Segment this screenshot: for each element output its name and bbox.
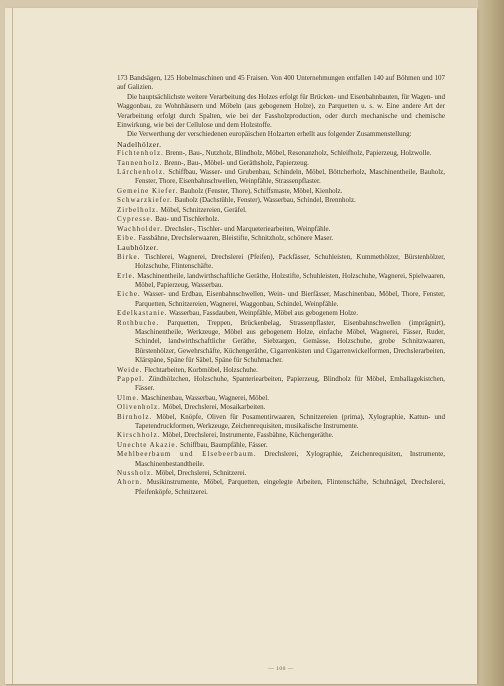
nadelhoelzer-list bbox=[117, 149, 445, 243]
page-number: — 100 — bbox=[268, 666, 294, 672]
wood-entry bbox=[117, 159, 445, 168]
wood-uses: Parquetten, Treppen, Brückenbelag, Strassenpflaster, Eisenbahnschwellen (imprägnirt), Maschinentheile, Werkzeuge, Möbel aus gebogenem Holze, einfache Möbel, Wagnerei, Fässer, Ruder, Schindel, landwirthschaftliche Geräthe, Siebzargen, Gemässe, Holzschuhe, grobe Schnitzwaaren, Bürstenhölzer, Gewehrschäfte, Küchengeräthe, Cigarrenkisten und Cigarrenwickelformen, Drechslerarbeiten, Klärspäne, Späne für Säbel, Späne für Schuhmacher. bbox=[135, 318, 445, 365]
wood-name: Eibe. bbox=[117, 233, 137, 242]
wood-name: Cypresse. bbox=[117, 215, 154, 224]
wood-entry bbox=[117, 375, 445, 394]
section-heading-nadelhoelzer: Nadelhölzer. bbox=[117, 139, 162, 149]
laubhoelzer-list bbox=[117, 253, 445, 498]
wood-uses: Brenn-, Bau-, Nutzholz, Blindholz, Möbel, Resonanzholz, Schleifholz, Papierzeug, Holzwolle. bbox=[163, 149, 432, 158]
intro-paragraph: Die Verwerthung der verschiedenen europäischen Holzarten erhellt aus folgender Zusammenstellung: bbox=[127, 130, 412, 139]
wood-entry bbox=[117, 394, 445, 403]
wood-name: Eiche. bbox=[117, 290, 141, 299]
wood-entry bbox=[117, 272, 445, 291]
wood-uses: Bau- und Tischlerholz. bbox=[153, 215, 220, 224]
wood-uses: Drechslerei, Xylographie, Zeichenrequisiten, Instrumente, Maschinenbestandtheile. bbox=[135, 450, 445, 468]
intro-paragraph: 173 Bandsägen, 125 Hobelmaschinen und 45 Fraisen. Von 400 Unternehmungen entfallen 140 auf Böhmen und 107 auf Galizien. bbox=[117, 74, 445, 92]
wood-name: Rothbuche. bbox=[117, 318, 160, 327]
wood-entry bbox=[117, 290, 445, 309]
wood-uses: Schiffbau, Wasser- und Grubenbau, Schindeln, Möbel, Böttcherholz, Maschinentheile, Bauholz, Fenster, Thore, Eisenbahnschwellen, Weinpfähle, Strassenpflaster. bbox=[135, 168, 445, 186]
wood-entry bbox=[117, 366, 445, 375]
wood-entry bbox=[117, 196, 445, 205]
wood-name: Lärchenholz. bbox=[117, 168, 166, 177]
wood-entry bbox=[117, 478, 445, 497]
wood-name: Zirbelholz. bbox=[117, 205, 159, 214]
wood-entry bbox=[117, 450, 445, 469]
page-binding-line bbox=[12, 8, 13, 684]
wood-uses: Bauholz (Fenster, Thore), Schiffsmaste, Möbel, Kienholz. bbox=[178, 186, 343, 195]
wood-name: Olivenholz. bbox=[117, 403, 161, 412]
wood-name: Fichtenholz. bbox=[117, 149, 164, 158]
wood-name: Tannenholz. bbox=[117, 158, 163, 167]
wood-name: Unechte Akazie. bbox=[117, 440, 179, 449]
section-heading-laubhoelzer: Laubhölzer. bbox=[117, 243, 159, 253]
wood-uses: Tischlerei, Wagnerei, Drechslerei (Pfeifen), Packfässer, Schuhleisten, Kummethölzer, Bürstenhölzer, Holzschuhe, Flintenschäfte. bbox=[135, 252, 445, 271]
wood-entry bbox=[117, 234, 445, 243]
book-edge bbox=[478, 0, 504, 686]
wood-uses: Maschinenbau, Wasserbau, Wagnerei, Möbel. bbox=[139, 393, 269, 402]
wood-entry bbox=[117, 441, 445, 450]
wood-name: Pappel. bbox=[117, 375, 145, 383]
wood-entry bbox=[117, 319, 445, 366]
wood-entry bbox=[117, 149, 445, 158]
wood-entry bbox=[117, 469, 445, 478]
wood-entry bbox=[117, 431, 445, 440]
wood-uses: Maschinentheile, landwirthschaftliche Geräthe, Holzstifte, Schuhleisten, Holzschuhe, Wagnerei, Spielwaaren, Möbel, Papierzeug, Wasserbau. bbox=[135, 271, 445, 289]
wood-name: Gemeine Kiefer. bbox=[117, 186, 179, 195]
wood-name: Schwarzkiefer. bbox=[117, 196, 173, 205]
wood-uses: Flechtarbeiten, Korbmöbel, Holzschuhe. bbox=[142, 365, 258, 374]
wood-entry bbox=[117, 309, 445, 318]
wood-uses: Wasser- und Erdbau, Eisenbahnschwellen, Wein- und Bierfässer, Maschinenbau, Möbel, Thore, Fenster, Parquetten, Schnitzereien, Wagnerei, Waggonbau, Schindel, Weinpfähle. bbox=[135, 290, 445, 308]
wood-entry bbox=[117, 187, 445, 196]
wood-uses: Möbel, Schnitzereien, Geräfel. bbox=[158, 205, 247, 214]
wood-uses: Brenn-, Bau-, Möbel- und Geräthsholz, Papierzeug. bbox=[162, 158, 309, 167]
wood-name: Weide. bbox=[117, 365, 143, 374]
wood-uses: Musikinstrumente, Möbel, Parquetten, eingelegte Arbeiten, Flintenschäfte, Schuhnägel, Drechslerei, Pfeifenköpfe, Schnitzerei. bbox=[135, 478, 445, 496]
wood-entry bbox=[117, 403, 445, 412]
wood-entry bbox=[117, 225, 445, 234]
wood-name: Ahorn. bbox=[117, 478, 143, 487]
wood-uses: Drechsler-, Tischler- und Marqueteriearbeiten, Weinpfähle. bbox=[163, 224, 331, 233]
wood-uses: Möbel, Drechslerei, Mosaikarbeiten. bbox=[160, 403, 266, 412]
wood-uses: Möbel, Drechslerei, Schnitzerei. bbox=[153, 469, 247, 478]
wood-entry bbox=[117, 413, 445, 432]
wood-entry bbox=[117, 253, 445, 272]
page-content bbox=[117, 74, 445, 497]
wood-uses: Möbel, Drechslerei, Instrumente, Fassbähne, Küchengeräthe. bbox=[160, 431, 334, 440]
wood-name: Wachholder. bbox=[117, 224, 164, 233]
wood-uses: Möbel, Knöpfe, Oliven für Posamentirwaaren, Schnitzereien (prima), Xylographie, Kattun- und Tapetendruckformen, Werkzeuge, Zeichenrequisiten, musikalische Instrumente. bbox=[135, 412, 445, 431]
wood-name: Nussholz. bbox=[117, 469, 154, 478]
wood-entry bbox=[117, 168, 445, 187]
intro-paragraph: Die hauptsächlichste weitere Verarbeitung des Holzes erfolgt für Brücken- und Eisenbahnbauten, für Wagen- und Waggonbau, zu Wohnhäusern und Möbeln (aus gebogenem Holze), zu Parquetten u. s. w. Eine andere Art der Verarbeitung erfolgt durch Spalten, wie bei der Fassholzproduction, oder durch mechanische und chemische Einwirkung, wie bei der Cellulose und dem Holzstoffe. bbox=[117, 92, 445, 130]
wood-name: Kirschholz. bbox=[117, 431, 161, 440]
wood-uses: Bauholz (Dachstühle, Fenster), Wasserbau, Schindel, Brennholz. bbox=[172, 196, 356, 205]
wood-entry bbox=[117, 206, 445, 215]
wood-uses: Fassbähne, Drechslerwaaren, Bleistifte, Schnitzholz, schönere Maser. bbox=[136, 233, 334, 242]
wood-uses: Wasserbau, Fassdauben, Weinpfähle, Möbel aus gebogenem Holze. bbox=[167, 309, 358, 318]
wood-uses: Schiffbau, Baumpfähle, Fässer. bbox=[178, 440, 268, 449]
wood-name: Birnholz. bbox=[117, 412, 153, 421]
wood-name: Ulme. bbox=[117, 393, 140, 402]
wood-uses: Zündhölzchen, Holzschuhe, Spanteriearbeiten, Papierzeug, Blindholz für Möbel, Emballagekistchen, Fässer. bbox=[135, 375, 445, 393]
wood-entry bbox=[117, 215, 445, 224]
wood-name: Birke. bbox=[117, 252, 141, 261]
wood-name: Edelkastanie. bbox=[117, 309, 168, 318]
wood-name: Erle. bbox=[117, 271, 136, 280]
wood-name: Mehlbeerbaum und Elsebeerbaum. bbox=[117, 450, 257, 459]
